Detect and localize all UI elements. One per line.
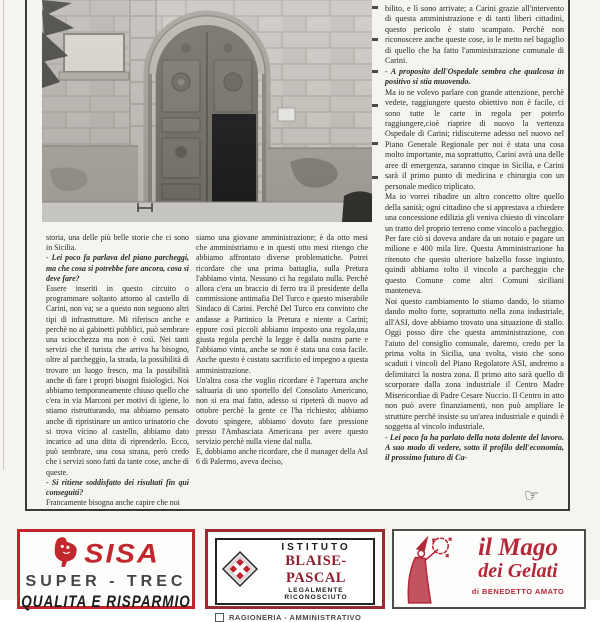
mago-title-line2: dei Gelati bbox=[478, 560, 558, 582]
ad-sisa bbox=[17, 529, 195, 609]
article-photo bbox=[42, 0, 372, 222]
sisa-subtitle: SUPER - TREC bbox=[25, 573, 187, 590]
article-paragraph: Ma io ne volevo parlare con grande attenzione, perchè vedete, raggiungere questo obiettivo non è facile, ci sono tutte le carte in regola per poterlo raggiungere,cioè riaprire di nuovo la vertenza Ospedale di Carini; ridiscuterne adesso nel nuovo nel Piano Generale Regionale per noi è stata una cosa molto importante, ma soprattutto, Carini avrà una delle aree di emergenza, saranno cinque in Sicilia, e Carini sarà il primo punto di medicina e chirurgia con un personale medico triplicato. bbox=[385, 87, 564, 191]
interview-question: - Si ritiene soddisfatto dei risultati fin qui conseguiti? bbox=[46, 477, 189, 498]
fold-mark bbox=[372, 142, 378, 145]
ad-mago-gelati bbox=[392, 529, 586, 609]
fold-mark bbox=[372, 6, 378, 9]
interview-question: - Lei poco fa ha parlato della nota dolente del lavoro. A suo modo di vedere, sotto il profilo dell'economia, il prossimo futuro di Ca- bbox=[385, 432, 564, 463]
sisa-chick-icon bbox=[52, 536, 80, 573]
column-left bbox=[46, 233, 189, 511]
interview-question: - Lei poco fa parlava del piano parcheggi, ma che cosa si potrebbe fare ancora, cosa si deve fare? bbox=[46, 253, 189, 283]
interview-question: - A proposito dell'Ospedale sembra che qualcosa in positivo si stia muovendo. bbox=[385, 66, 564, 87]
ad-blaise-pascal bbox=[205, 529, 385, 622]
building-door-photo bbox=[42, 0, 372, 222]
fold-mark bbox=[372, 104, 378, 107]
diamond-logo-icon bbox=[222, 551, 258, 592]
page-edge-line bbox=[3, 0, 4, 470]
article-paragraph: Ma io vorrei ribadire un altro concetto oltre quello della sanità; ogni cittadino che si apprestava a chiedere una concessione edilizia gli veniva chiesto di vincolare un tratto del proprio terreno come vincolo a pacheggio. Per fare ciò si doveva andare da un notaio e pagare un milione e 400 mila lire. Questa Amministrazione ha ritenuto che questo ulteriore balzello fosse ingiusto, quindi abbiamo tolto il vincolo a parcheggio che questo Comune come altri Comuni siciliani manteneva. bbox=[385, 192, 564, 296]
blaise-recognized-label: LEGALMENTE RICONOSCIUTO bbox=[284, 587, 348, 601]
blaise-name-label: BLAISE-PASCAL bbox=[285, 553, 347, 586]
blaise-course-label: RAGIONERIA - AMMINISTRATIVO bbox=[229, 613, 362, 622]
fold-mark bbox=[372, 70, 378, 73]
sisa-tagline: QUALITA E RISPARMIO bbox=[21, 592, 191, 611]
article-paragraph: siamo una giovane amministrazione; è da otto mesi che amministriamo e in questi otto mesi ritengo che abbiamo affrontato diverse problematiche. Potrei ricordare che una prima battaglia, sulla Pretura l'abbiamo vinta. Nessuno ci ha regalato nulla. Perchè allora c'era un braccio di ferro tra il presidente della commissione antimafia Del Turco e questo miserabile Sindaco di Carini. Perchè Del Turco era convinto che andasse a Partinico la Pretura e niente a Carini; eppure così piccoli abbiamo imposto una regola,una giusta regola perchè la legge è dalla nostra parte e l'abbiamo vinta, anche se non è stata una cosa facile. Anche questo è costato sacrificio ed impegno a questa amministrazione. bbox=[196, 233, 368, 375]
fold-mark bbox=[372, 176, 378, 179]
blaise-istituto-label: ISTITUTO bbox=[281, 542, 351, 553]
sisa-brand: SISA bbox=[84, 539, 160, 569]
article-paragraph: Essere inseriti in questo circuito o programmare soltanto attorno al castello di Carini, non va; se a questo non seguono altri tipi di infrastrutture. Mi riferisco anche e perchè no ai gabinetti pubblici, può sembrare una sciocchezza ma non è così. Nei tanti servizi che il turista che arriva ha bisogno, oltre al parcheggio, la strada, la possibilità di trovare un luogo fresco, ma la possibilità anche di fare i propri bisogni fisiologici. Noi abbiamo temporaneamente chiuso quello che c'era in via Marconi per motivi di igiene, lo stiamo ristrutturando, ma abbiamo pensato anche di ripristinare un antico urinatorio che si trova vicino al castello, abbiamo dato incarico ad una ditta di riprenderlo. Ecco, può sembrare, una cosa strana, però credo che i servizi sono fatti da tante cose, anche di queste. bbox=[46, 284, 189, 477]
pointing-hand-icon: ☞ bbox=[524, 486, 540, 506]
column-middle bbox=[196, 233, 368, 511]
mago-title-line1: il Mago bbox=[478, 534, 558, 561]
article-paragraph: E, dobbiamo anche ricordare, che il manager della Asl 6 di Palermo, aveva deciso, bbox=[196, 447, 368, 467]
article-paragraph: Noi questo cambiamento lo stiamo dando, lo stiamo dando molto forte, soprattutto nella zona industriale, all'ASI, dove abbiamo trovato una situazione di stallo. Oggi posso dire che questa amministrazione, con l'aiuto del consiglio comunale, daremo, credo per la prima volta in Sicilia, una svolta, visto che sono scaduti i vincoli del Piano Regolatore ASI, andremo a delimitarci la nostra zona. Il primo atto sarà quello di scorporare dalla zona industriale il Centro Madre Misericordiae di Padre Cesare Nuccio. Il Centro in atto non può avere finanziamenti, non può ampliare le strutture perchè insiste su un'area industriale e quindi è soggetta al vincolo industriale. bbox=[385, 296, 564, 432]
article-paragraph: storia, una delle più belle storie che ci sono in Sicilia. bbox=[46, 233, 189, 253]
article-paragraph: Un'altra cosa che voglio ricordare è l'apertura anche saltuaria di uno sportello del Consolato Americano, non si era mai fatto, adesso si ripeterà di nuovo ad ottobre perchè la gente ce l'ha richiesto; abbiamo dovuto spingere, abbiamo dovuto fare pressione presso l'Ambasciata Americana per avere questo servizio perchè nulla viene dal nulla. bbox=[196, 375, 368, 447]
fold-mark bbox=[372, 38, 378, 41]
checkbox-icon bbox=[215, 613, 224, 622]
article-paragraph: Francamente bisogna anche capire che noi bbox=[46, 498, 180, 508]
column-right bbox=[385, 4, 564, 502]
article-paragraph: bilito, e lì sono arrivate; a Carini grazie all'intervento di questa amministrazione e di tanti liberi cittadini, questo pericolo è stato scampato. Perchè non riconoscere anche queste cose, io le metto nel bagaglio di quello che ha fatto l'amministrazione comunale di Carini. bbox=[385, 4, 564, 66]
wizard-icon bbox=[398, 535, 454, 612]
mago-owner-label: di BENEDETTO AMATO bbox=[471, 587, 565, 596]
